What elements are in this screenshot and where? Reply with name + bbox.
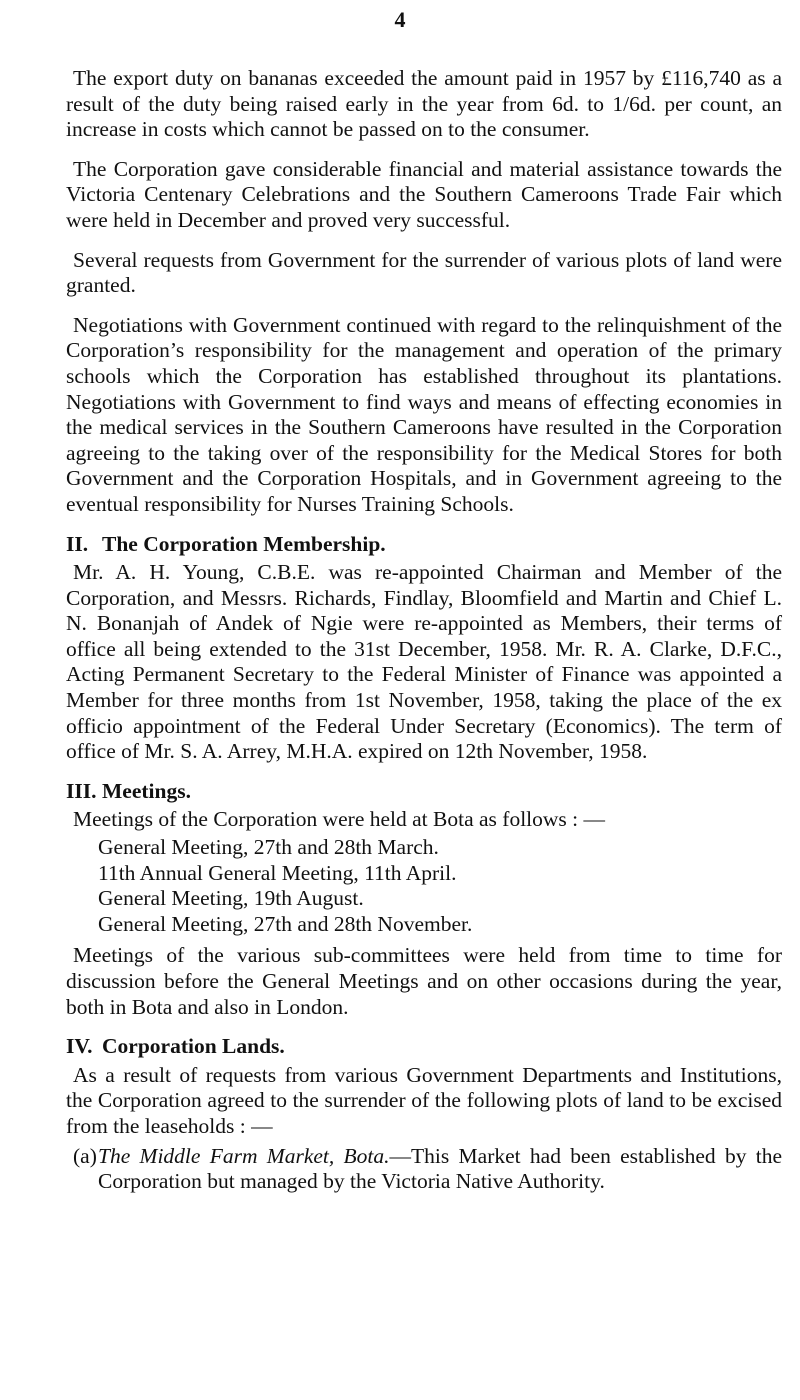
section-heading-meetings bbox=[66, 779, 782, 805]
list-item-middle-farm-market bbox=[66, 1144, 782, 1195]
meetings-list bbox=[98, 835, 782, 937]
paragraph-export-duty: The export duty on bananas exceeded the amount paid in 1957 by £116,740 as a result of the duty being raised early in the year from 6d. to 1/6d. per count, an increase in costs which cannot be passed on to the consumer. bbox=[66, 66, 782, 142]
paragraph-negotiations: Negotiations with Government continued with regard to the relinquishment of the Corporation’s responsibility for the management and operation of the primary schools which the Corporation has established throughout its plantations. Negotiations with Government to find ways and means of effecting economies in the medical services in the Southern Cameroons have resulted in the Corporation agreeing to the taking over of the responsibility for the Medical Stores for both Government and the Corporation Hospitals, and in Government agreeing to the eventual responsibility for Nurses Training Schools. bbox=[66, 312, 782, 516]
section-number: II. bbox=[66, 531, 89, 556]
item-title: The Middle Farm Market, Bota. bbox=[98, 1143, 390, 1168]
section-heading-lands bbox=[66, 1034, 782, 1060]
document-body bbox=[66, 66, 782, 1195]
section-title: Corporation Lands. bbox=[102, 1034, 285, 1059]
section-title: Meetings. bbox=[102, 778, 191, 803]
section-number: III. bbox=[66, 778, 97, 803]
paragraph-meetings-intro: Meetings of the Corporation were held at Bota as follows : — bbox=[73, 807, 606, 832]
paragraph-lands-intro: As a result of requests from various Government Departments and Institutions, the Corporation agreed to the surrender of the following plots of land to be excised from the leaseholds : — bbox=[66, 1062, 782, 1138]
page-number: 4 bbox=[394, 7, 406, 32]
section-number: IV. bbox=[66, 1034, 93, 1059]
list-item: 11th Annual General Meeting, 11th April. bbox=[98, 860, 457, 885]
list-item: General Meeting, 27th and 28th November. bbox=[98, 911, 473, 936]
paragraph-assistance: The Corporation gave considerable financial and material assistance towards the Victoria Centenary Celebrations and the Southern Cameroons Trade Fair which were held in December and proved very successful. bbox=[66, 156, 782, 232]
item-text: —This Market had been established by the Corporation but managed by the Victoria Native Authority. bbox=[98, 1143, 782, 1194]
paragraph-membership: Mr. A. H. Young, C.B.E. was re-appointed Chairman and Member of the Corporation, and Messrs. Richards, Findlay, Bloomfield and Martin and Chief L. N. Bonanjah of Andek of Ngie were re-appointed as Members, their terms of office all being extended to the 31st December, 1958. Mr. R. A. Clarke, D.F.C., Acting Permanent Secretary to the Federal Minister of Finance was appointed a Member for three months from 1st November, 1958, taking the place of the ex officio appointment of the Federal Under Secretary (Economics). The term of office of Mr. S. A. Arrey, M.H.A. expired on 12th November, 1958. bbox=[66, 560, 782, 764]
item-label: (a) bbox=[73, 1143, 97, 1168]
paragraph-land-requests: Several requests from Government for the surrender of various plots of land were granted. bbox=[66, 247, 782, 298]
list-item: General Meeting, 27th and 28th March. bbox=[98, 835, 439, 860]
list-item: General Meeting, 19th August. bbox=[98, 886, 364, 911]
section-heading-membership bbox=[66, 532, 782, 558]
section-title: The Corporation Membership. bbox=[102, 531, 386, 556]
paragraph-subcommittees: Meetings of the various sub-committees were held from time to time for discussion before the General Meetings and on other occasions during the year, both in Bota and also in London. bbox=[66, 943, 782, 1019]
